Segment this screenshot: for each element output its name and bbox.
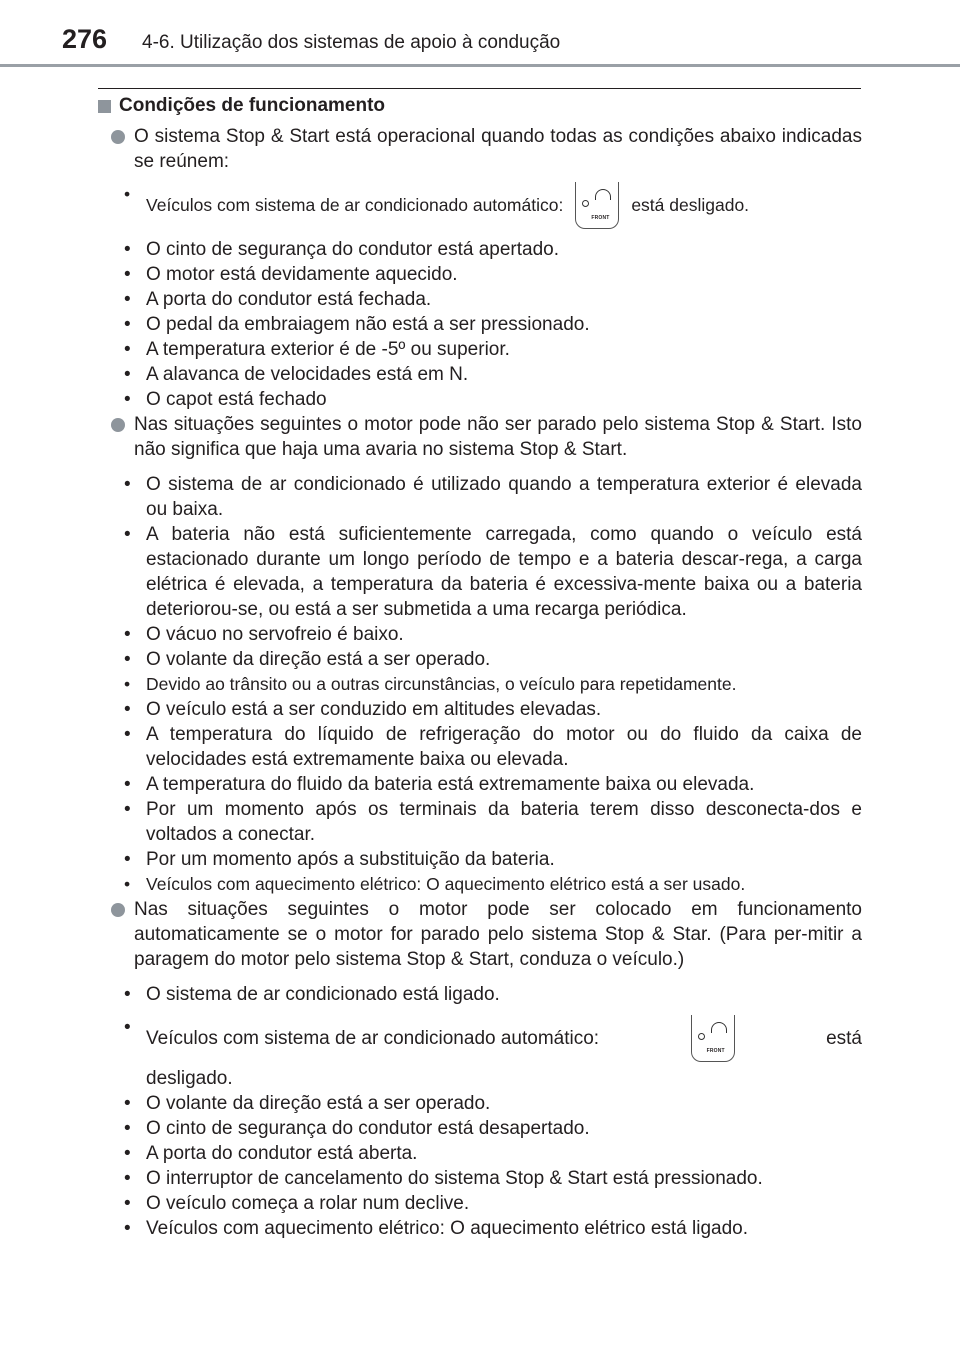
condition-list: [110, 237, 862, 412]
chapter-title: 4-6. Utilização dos sistemas de apoio à condução: [142, 32, 561, 53]
condition-list: [110, 1015, 862, 1241]
list-item: • O volante da direção está a ser operado.: [118, 1091, 862, 1116]
condition-list: [110, 982, 862, 1007]
block-intro: Nas situações seguintes o motor pode ser colocado em funcionamento automaticamente se o motor for parado pelo sistema Stop & Star. (Para per-mitir a paragem do motor pelo sistema Stop & Start, conduza o veículo.): [134, 899, 862, 970]
list-item: • A temperatura do fluido da bateria está extremamente baixa ou elevada.: [118, 772, 862, 797]
round-bullet-icon: [110, 124, 134, 174]
list-item: • O pedal da embraiagem não está a ser pressionado.: [118, 312, 862, 337]
section-heading: [98, 95, 385, 117]
condition-list: [110, 472, 862, 897]
list-item: • A temperatura exterior é de -5º ou superior.: [118, 337, 862, 362]
front-defroster-button-icon: FRONT: [575, 182, 619, 229]
condition-list: [110, 182, 862, 229]
list-item: • O cinto de segurança do condutor está apertado.: [118, 237, 862, 262]
section-divider: [98, 88, 861, 89]
list-item: • Veículos com aquecimento elétrico: O aquecimento elétrico está ligado.: [118, 1216, 862, 1241]
list-item: • O veículo está a ser conduzido em altitudes elevadas.: [118, 697, 862, 722]
list-item: • O veículo começa a rolar num declive.: [118, 1191, 862, 1216]
list-item: • Por um momento após a substituição da bateria.: [118, 847, 862, 872]
list-item: • A alavanca de velocidades está em N.: [118, 362, 862, 387]
list-item: • A bateria não está suficientemente carregada, como quando o veículo está estacionado durante um longo período de tempo e a bateria descar-rega, a carga elétrica é elevada, a temperatura da bateria é excessiva-mente baixa ou a bateria deteriorou-se, ou está a ser submetida a uma recarga periódica.: [118, 522, 862, 622]
list-item: • O sistema de ar condicionado é utilizado quando a temperatura exterior é elevada ou baixa.: [118, 472, 862, 522]
list-item: • O cinto de segurança do condutor está desapertado.: [118, 1116, 862, 1141]
front-defroster-button-icon: FRONT: [691, 1015, 735, 1062]
round-bullet-icon: [110, 897, 134, 972]
round-bullet-icon: [110, 412, 134, 462]
list-item: • A porta do condutor está fechada.: [118, 287, 862, 312]
list-item: • O interruptor de cancelamento do sistema Stop & Start está pressionado.: [118, 1166, 862, 1191]
list-item: • O sistema de ar condicionado está ligado.: [118, 982, 862, 1007]
block-intro: O sistema Stop & Start está operacional quando todas as condições abaixo indicadas se reúnem:: [134, 126, 862, 172]
header-divider: [0, 64, 960, 67]
condition-block-operational: [110, 124, 862, 174]
block-intro: Nas situações seguintes o motor pode não ser parado pelo sistema Stop & Start. Isto não significa que haja uma avaria no sistema Stop & Start.: [134, 414, 862, 460]
condition-block-restart: [110, 897, 862, 972]
list-item: • A temperatura do líquido de refrigeração do motor ou do fluido da caixa de velocidades está extremamente baixa ou elevada.: [118, 722, 862, 772]
list-item: • Por um momento após os terminais da bateria terem disso desconecta-dos e voltados a conectar.: [118, 797, 862, 847]
condition-block-not-stopped: [110, 412, 862, 462]
list-item: • Veículos com sistema de ar condicionado automático: FRONT está desligado.: [118, 1015, 862, 1091]
list-item: • O motor está devidamente aquecido.: [118, 262, 862, 287]
list-item: • Veículos com aquecimento elétrico: O aquecimento elétrico está a ser usado.: [118, 872, 862, 897]
list-item: • O vácuo no servofreio é baixo.: [118, 622, 862, 647]
document-body: [110, 124, 862, 1241]
list-item: • Devido ao trânsito ou a outras circunstâncias, o veículo para repetidamente.: [118, 672, 862, 697]
section-heading-text: Condições de funcionamento: [119, 95, 386, 116]
list-item: • A porta do condutor está aberta.: [118, 1141, 862, 1166]
list-item: • O volante da direção está a ser operado.: [118, 647, 862, 672]
square-bullet-icon: [98, 100, 111, 113]
page-number: 276: [62, 24, 108, 54]
list-item: • Veículos com sistema de ar condicionado automático: FRONT está desligado.: [118, 182, 862, 229]
list-item: • O capot está fechado: [118, 387, 862, 412]
